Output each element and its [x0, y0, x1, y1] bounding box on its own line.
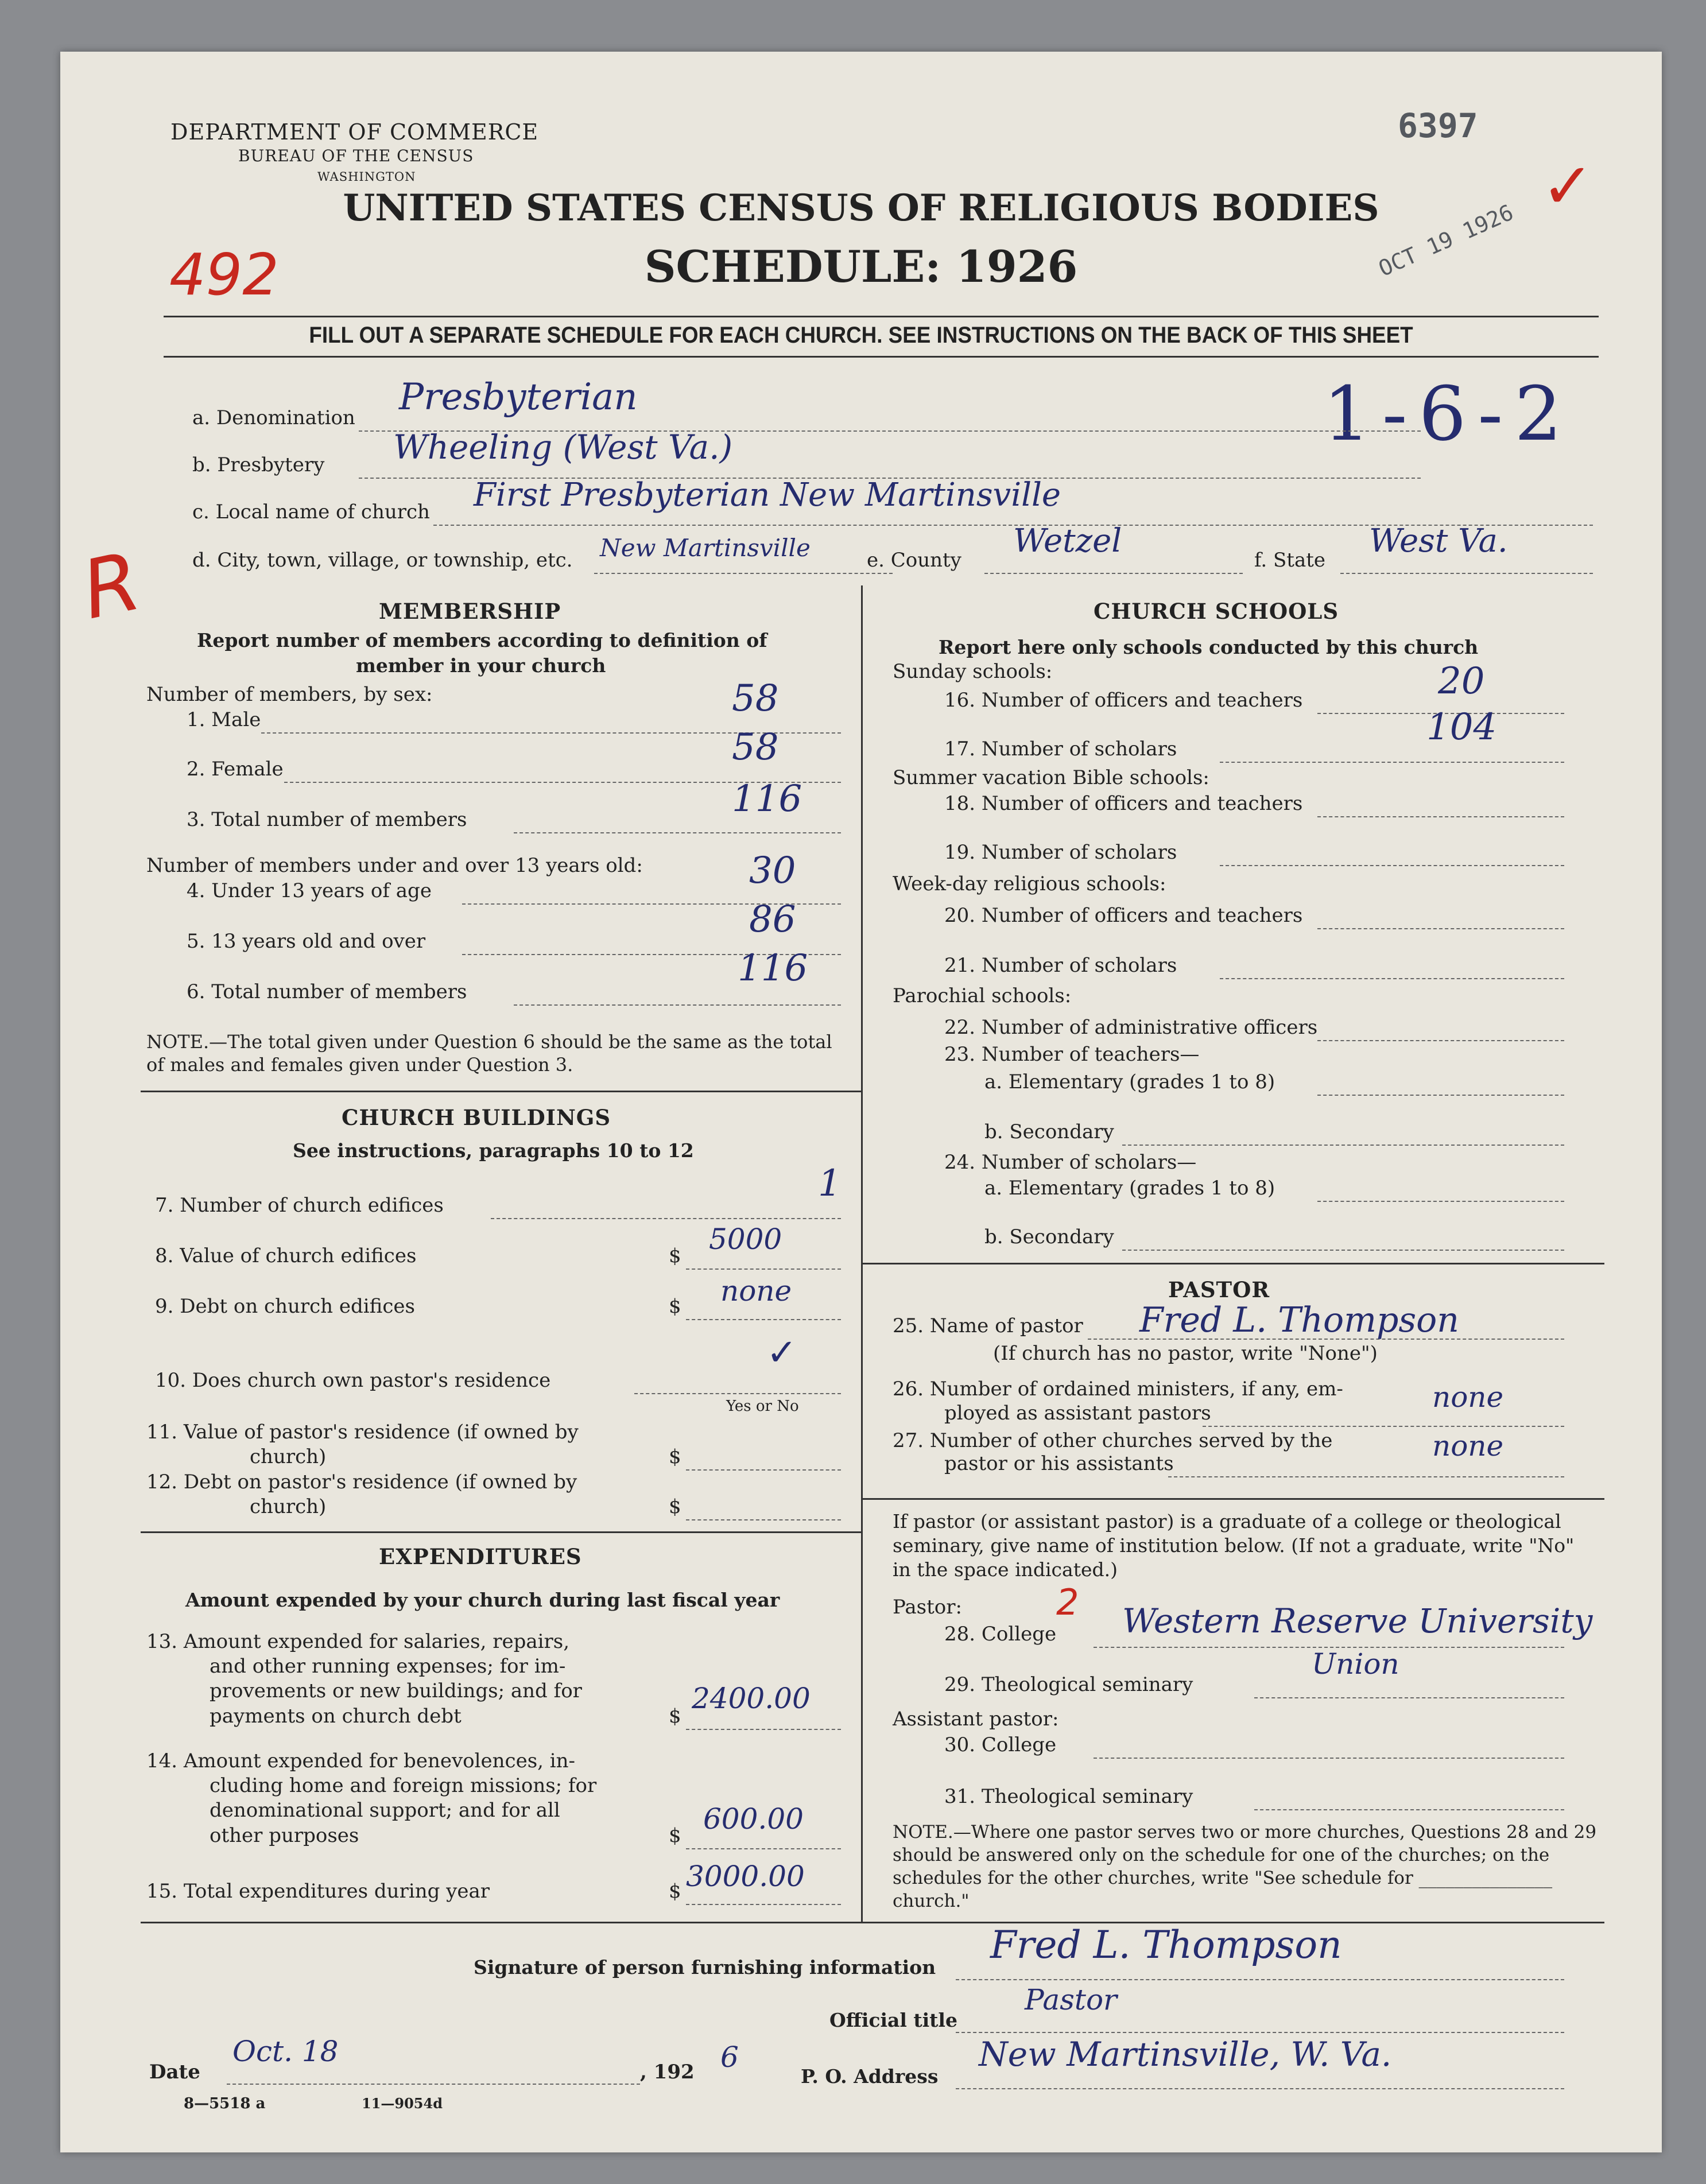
members-by-sex: Number of members, by sex:	[146, 683, 433, 706]
q2-value: 58	[732, 726, 779, 769]
q9-dollar: $	[669, 1295, 681, 1318]
red-annotation-top: 492	[169, 241, 279, 308]
official-title-value: Pastor	[1025, 1983, 1117, 2016]
county-value: Wetzel	[1013, 522, 1122, 560]
print-number: 11—9054d	[362, 2095, 443, 2112]
q13-value: 2400.00	[692, 1682, 811, 1715]
q9-value: none	[720, 1274, 792, 1308]
city-value: New Martinsville	[600, 534, 811, 562]
q4-value: 30	[749, 849, 796, 892]
q15-label: 15. Total expenditures during year	[146, 1880, 490, 1903]
q25-note: (If church has no pastor, write "None")	[993, 1342, 1378, 1365]
q14-l3: denominational support; and for all	[210, 1799, 560, 1822]
q14-l2: cluding home and foreign missions; for	[210, 1774, 597, 1797]
q7-label: 7. Number of church edifices	[155, 1194, 444, 1217]
state-label: f. State	[1254, 549, 1325, 572]
membership-note: NOTE.—The total given under Question 6 should be the same as the total of males and females given under Question 3.	[146, 1031, 832, 1076]
membership-sub2: member in your church	[356, 654, 606, 677]
red-pastor-mark: 2	[1056, 1581, 1079, 1623]
q26-l2: ployed as assistant pastors	[944, 1402, 1211, 1425]
assistant-sub-label: Assistant pastor:	[893, 1708, 1059, 1731]
buildings-sub: See instructions, paragraphs 10 to 12	[293, 1139, 694, 1162]
q5-label: 5. 13 years old and over	[187, 930, 426, 953]
q13-dollar: $	[669, 1705, 681, 1728]
expenditures-sub: Amount expended by your church during last fiscal year	[185, 1589, 780, 1611]
q11-dollar: $	[669, 1445, 681, 1468]
q24a-label: a. Elementary (grades 1 to 8)	[984, 1177, 1275, 1200]
q13-l2: and other running expenses; for im-	[210, 1655, 566, 1678]
city-label: d. City, town, village, or township, etc.	[192, 549, 573, 572]
q7-value: 1	[818, 1162, 842, 1205]
presbytery-value: Wheeling (West Va.)	[393, 428, 733, 467]
local-church-value: First Presbyterian New Martinsville	[474, 476, 1061, 514]
q20-label: 20. Number of officers and teachers	[944, 904, 1303, 927]
sunday-schools-label: Sunday schools:	[893, 660, 1053, 683]
q17-label: 17. Number of scholars	[944, 738, 1177, 761]
q28-value: Western Reserve University	[1122, 1601, 1593, 1640]
summer-schools-label: Summer vacation Bible schools:	[893, 766, 1209, 789]
received-date-stamp: OCT 19 1926	[1375, 199, 1517, 282]
red-annotation-side: R	[74, 534, 149, 638]
q12-dollar: $	[669, 1495, 681, 1518]
q14-value: 600.00	[703, 1802, 804, 1836]
signature-value: Fred L. Thompson	[990, 1923, 1342, 1967]
q14-dollar: $	[669, 1824, 681, 1847]
q10-label: 10. Does church own pastor's residence	[155, 1369, 551, 1392]
q19-label: 19. Number of scholars	[944, 841, 1177, 864]
q24b-label: b. Secondary	[984, 1225, 1114, 1248]
q5-value: 86	[749, 898, 796, 941]
q26-l1: 26. Number of ordained ministers, if any, em-	[893, 1378, 1343, 1401]
q26-value: none	[1432, 1380, 1504, 1414]
q21-label: 21. Number of scholars	[944, 954, 1177, 977]
q16-value: 20	[1438, 660, 1485, 703]
parochial-schools-label: Parochial schools:	[893, 984, 1072, 1007]
q13-l1: 13. Amount expended for salaries, repairs,	[146, 1630, 570, 1653]
membership-sub1: Report number of members according to definition of	[197, 629, 767, 651]
presbytery-label: b. Presbytery	[192, 453, 325, 476]
q1-value: 58	[732, 677, 779, 720]
date-label: Date	[149, 2061, 200, 2084]
q15-dollar: $	[669, 1880, 681, 1903]
q18-label: 18. Number of officers and teachers	[944, 792, 1303, 815]
q27-value: none	[1432, 1429, 1504, 1463]
q27-l1: 27. Number of other churches served by the	[893, 1429, 1333, 1452]
washington-heading: WASHINGTON	[317, 170, 416, 184]
pastor-sub-label: Pastor:	[893, 1596, 962, 1619]
q11-label-2: church)	[250, 1445, 327, 1468]
q4-label: 4. Under 13 years of age	[187, 879, 432, 902]
form-title: UNITED STATES CENSUS OF RELIGIOUS BODIES	[343, 187, 1379, 230]
q6-label: 6. Total number of members	[187, 980, 467, 1003]
schools-heading: CHURCH SCHOOLS	[1094, 599, 1339, 624]
yes-no-hint: Yes or No	[726, 1398, 799, 1415]
q23a-label: a. Elementary (grades 1 to 8)	[984, 1070, 1275, 1093]
schedule-number-stamp: 6397	[1398, 106, 1478, 145]
q3-label: 3. Total number of members	[187, 808, 467, 831]
bureau-heading: BUREAU OF THE CENSUS	[238, 146, 474, 165]
schedule-title: SCHEDULE: 1926	[644, 241, 1078, 292]
blue-code-annotation: 1-6-2	[1323, 370, 1573, 457]
q11-label-1: 11. Value of pastor's residence (if owned by	[146, 1421, 579, 1444]
year-prefix: , 192	[640, 2061, 695, 2084]
q10-value: ✓	[766, 1332, 797, 1374]
graduate-note: If pastor (or assistant pastor) is a graduate of a college or theological seminary, give name of institution below. (If not a graduate, write "No" in the space indicated.)	[893, 1510, 1575, 1581]
official-title-label: Official title	[829, 2009, 957, 2031]
q29-label: 29. Theological seminary	[944, 1673, 1193, 1696]
q8-dollar: $	[669, 1244, 681, 1267]
signature-label: Signature of person furnishing information	[474, 1956, 936, 1979]
q31-label: 31. Theological seminary	[944, 1785, 1193, 1808]
q16-label: 16. Number of officers and teachers	[944, 689, 1303, 712]
q8-value: 5000	[709, 1223, 782, 1256]
form-number: 8—5518 a	[184, 2095, 266, 2112]
expenditures-heading: EXPENDITURES	[379, 1544, 582, 1569]
denomination-value: Presbyterian	[399, 376, 638, 418]
q25-value: Fred L. Thompson	[1139, 1300, 1459, 1340]
weekday-schools-label: Week-day religious schools:	[893, 872, 1166, 895]
q14-l1: 14. Amount expended for benevolences, in-	[146, 1749, 576, 1772]
pastor-heading: PASTOR	[1168, 1277, 1270, 1302]
q28-label: 28. College	[944, 1623, 1057, 1646]
q23-label: 23. Number of teachers—	[944, 1043, 1200, 1066]
po-address-label: P. O. Address	[801, 2065, 939, 2088]
q6-value: 116	[738, 947, 808, 990]
pastor-note: NOTE.—Where one pastor serves two or more churches, Questions 28 and 29 should be answered only on the schedule for one of the churches; on the schedules for the other churches, write "See schedule for _______________ church."	[893, 1822, 1597, 1911]
q9-label: 9. Debt on church edifices	[155, 1295, 415, 1318]
state-value: West Va.	[1369, 522, 1508, 560]
q12-label-2: church)	[250, 1495, 327, 1518]
q15-value: 3000.00	[686, 1860, 805, 1893]
q25-label: 25. Name of pastor	[893, 1314, 1083, 1337]
denomination-label: a. Denomination	[192, 406, 355, 429]
q14-l4: other purposes	[210, 1824, 359, 1847]
q13-l4: payments on church debt	[210, 1705, 462, 1728]
county-label: e. County	[867, 549, 961, 572]
q29-value: Union	[1312, 1647, 1399, 1681]
buildings-heading: CHURCH BUILDINGS	[342, 1105, 611, 1130]
q8-label: 8. Value of church edifices	[155, 1244, 417, 1267]
year-value: 6	[720, 2041, 739, 2074]
q27-l2: pastor or his assistants	[944, 1452, 1174, 1475]
members-by-age: Number of members under and over 13 years old:	[146, 854, 643, 877]
red-check-top: ✓	[1541, 149, 1595, 223]
date-value: Oct. 18	[232, 2035, 339, 2068]
schools-sub: Report here only schools conducted by this church	[939, 636, 1479, 658]
q12-label-1: 12. Debt on pastor's residence (if owned by	[146, 1471, 577, 1494]
q3-value: 116	[732, 778, 802, 820]
q13-l3: provements or new buildings; and for	[210, 1679, 582, 1702]
q24-label: 24. Number of scholars—	[944, 1151, 1197, 1174]
local-church-label: c. Local name of church	[192, 501, 430, 523]
q17-value: 104	[1426, 706, 1497, 748]
department-heading: DEPARTMENT OF COMMERCE	[170, 119, 539, 145]
instruction-bar: FILL OUT A SEPARATE SCHEDULE FOR EACH CHURCH. SEE INSTRUCTIONS ON THE BACK OF THIS SHEET	[309, 323, 1413, 348]
membership-heading: MEMBERSHIP	[379, 599, 561, 624]
q2-label: 2. Female	[187, 758, 284, 781]
q23b-label: b. Secondary	[984, 1120, 1114, 1143]
q1-label: 1. Male	[187, 708, 261, 731]
q30-label: 30. College	[944, 1733, 1057, 1756]
q22-label: 22. Number of administrative officers	[944, 1016, 1318, 1039]
census-schedule-sheet	[60, 52, 1662, 2152]
po-address-value: New Martinsville, W. Va.	[979, 2035, 1392, 2074]
